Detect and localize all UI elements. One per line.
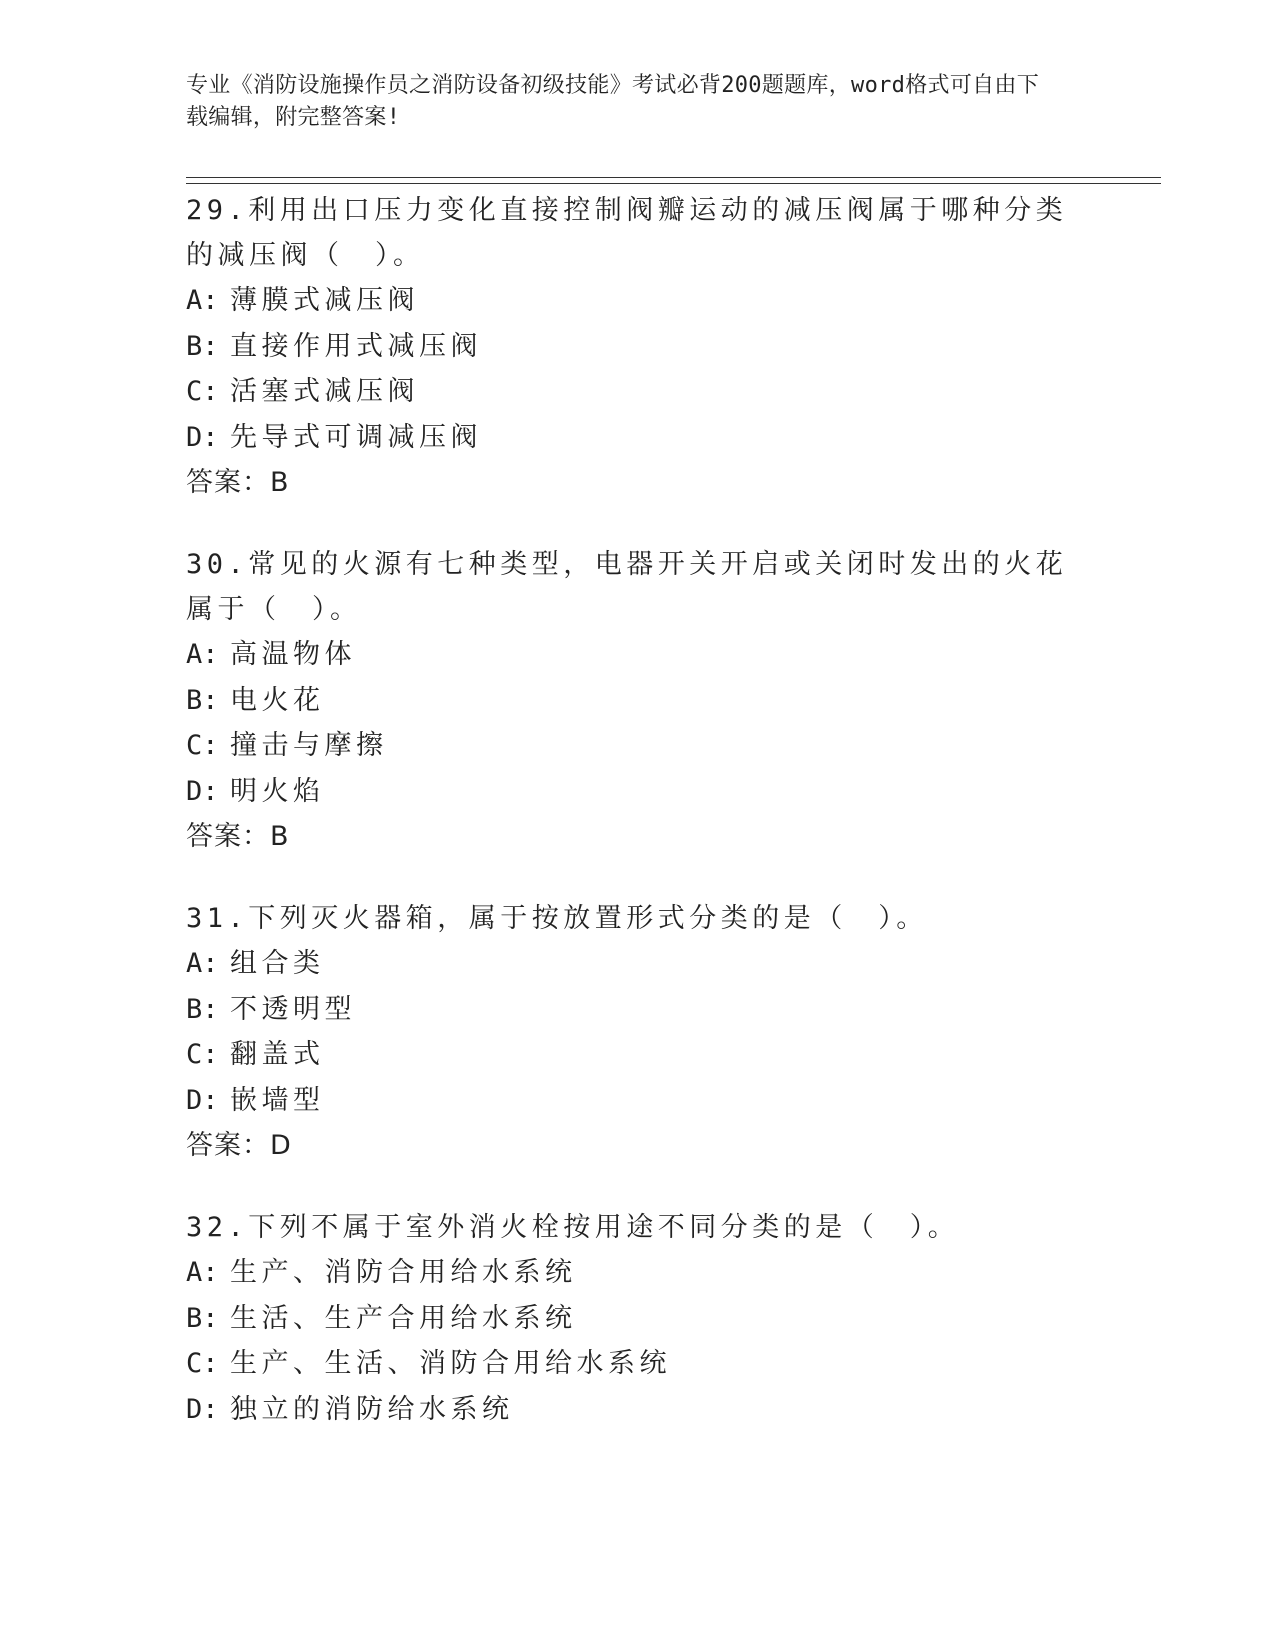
option-text: 撞击与摩擦: [230, 730, 388, 761]
option-text: 组合类: [230, 948, 325, 979]
option-text: 独立的消防给水系统: [230, 1393, 514, 1425]
option-c: [186, 723, 1086, 769]
option-text: 生产、生活、消防合用给水系统: [230, 1348, 671, 1379]
question-30: [186, 542, 1086, 859]
option-b: [186, 1296, 1086, 1342]
option-text: 翻盖式: [230, 1039, 325, 1070]
option-a: [186, 632, 1086, 678]
question-stem: 30.常见的火源有七种类型，电器开关开启或关闭时发出的火花属于（ ）。: [186, 549, 1068, 625]
option-d: [186, 1078, 1086, 1124]
option-text: 嵌墙型: [230, 1084, 325, 1116]
option-d: [186, 769, 1086, 815]
document-header: [186, 70, 1161, 134]
answer-text: 答案：B: [186, 467, 290, 498]
option-letter: C:: [186, 376, 219, 407]
question-31: [186, 896, 1086, 1168]
option-letter: D:: [186, 775, 219, 807]
option-letter: A:: [186, 948, 219, 979]
question-stem: 32.下列不属于室外消火栓按用途不同分类的是（ ）。: [186, 1212, 960, 1243]
header-rule-top: [186, 177, 1161, 178]
option-b: [186, 987, 1086, 1033]
option-c: [186, 1341, 1086, 1387]
option-b: [186, 324, 1086, 370]
option-a: [186, 278, 1086, 324]
option-letter: B:: [186, 330, 219, 362]
answer-text: 答案：D: [186, 1130, 292, 1161]
option-text: 薄膜式减压阀: [230, 285, 419, 316]
option-letter: C:: [186, 1039, 219, 1070]
option-text: 生活、生产合用给水系统: [230, 1302, 577, 1334]
option-letter: A:: [186, 639, 219, 670]
option-letter: B:: [186, 1302, 219, 1334]
question-29: [186, 188, 1086, 505]
option-letter: A:: [186, 285, 219, 316]
option-text: 电火花: [230, 684, 325, 716]
option-d: [186, 415, 1086, 461]
option-text: 活塞式减压阀: [230, 376, 419, 407]
option-text: 直接作用式减压阀: [230, 330, 482, 362]
option-letter: A:: [186, 1257, 219, 1288]
option-b: [186, 678, 1086, 724]
option-letter: C:: [186, 730, 219, 761]
header-text: 专业《消防设施操作员之消防设备初级技能》考试必背200题题库，word格式可自由下载编辑，附完整答案!: [186, 73, 1040, 130]
answer-text: 答案：B: [186, 821, 290, 852]
option-c: [186, 1032, 1086, 1078]
option-letter: B:: [186, 684, 219, 716]
option-a: [186, 1250, 1086, 1296]
option-letter: B:: [186, 993, 219, 1025]
question-32: [186, 1205, 1086, 1432]
option-letter: D:: [186, 1084, 219, 1116]
option-letter: D:: [186, 1393, 219, 1425]
question-stem: 29.利用出口压力变化直接控制阀瓣运动的减压阀属于哪种分类的减压阀（ ）。: [186, 195, 1068, 271]
option-letter: C:: [186, 1348, 219, 1379]
header-rule-bottom: [186, 183, 1161, 184]
option-c: [186, 369, 1086, 415]
option-text: 明火焰: [230, 775, 325, 807]
option-text: 生产、消防合用给水系统: [230, 1257, 577, 1288]
option-a: [186, 941, 1086, 987]
option-d: [186, 1387, 1086, 1433]
question-stem: 31.下列灭火器箱，属于按放置形式分类的是（ ）。: [186, 903, 928, 934]
option-text: 先导式可调减压阀: [230, 421, 482, 453]
option-text: 高温物体: [230, 639, 356, 670]
question-list: [186, 188, 1086, 1469]
option-letter: D:: [186, 421, 219, 453]
option-text: 不透明型: [230, 993, 356, 1025]
